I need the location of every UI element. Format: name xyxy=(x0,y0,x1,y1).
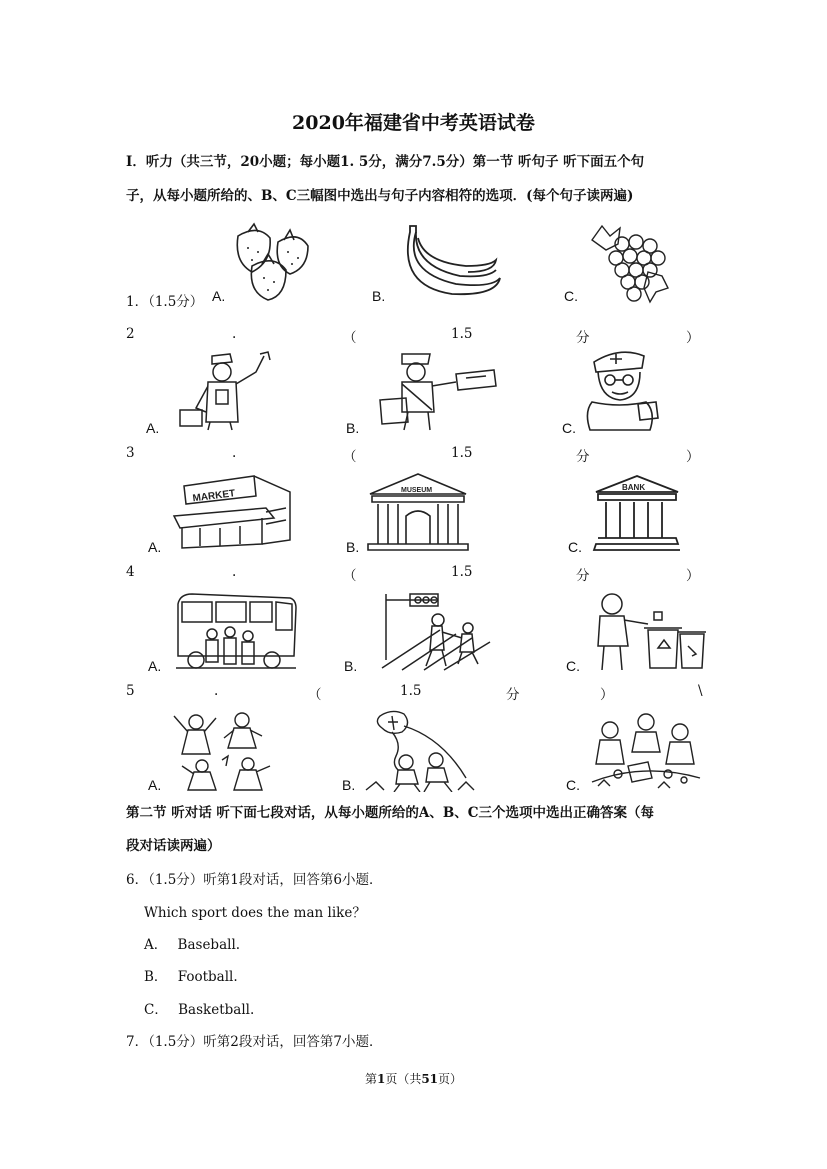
q5-option-a[interactable]: A. xyxy=(148,777,162,793)
question-6-label: 6．（1.5分）听第1段对话，回答第6小题． xyxy=(126,872,383,888)
q6-option-b[interactable] xyxy=(144,965,238,985)
postman-icon xyxy=(372,350,502,432)
question-3-score: 1.5 xyxy=(451,445,473,461)
bus-icon xyxy=(172,590,300,672)
q6-option-b-letter: B． xyxy=(144,969,168,985)
q6-option-b-text: Football. xyxy=(177,969,238,985)
q6-option-a[interactable] xyxy=(144,933,240,953)
section2-line2: 段对话读两遍） xyxy=(126,838,221,854)
footer-mid: 页（共 xyxy=(385,1072,422,1086)
crossing-icon xyxy=(380,590,495,672)
grapes-icon xyxy=(588,222,673,304)
question-2-rparen: ） xyxy=(686,330,700,346)
question-1-label: 1．（1.5分） xyxy=(126,294,204,310)
q2-option-b[interactable]: B. xyxy=(346,420,360,436)
strawberries-icon xyxy=(228,222,313,302)
question-4-rparen: ） xyxy=(686,568,700,584)
question-2-score: 1.5 xyxy=(451,326,473,342)
q3-option-a[interactable]: A. xyxy=(148,539,162,555)
question-4-fen: 分 xyxy=(576,568,590,584)
question-5-fen: 分 xyxy=(506,687,520,703)
question-4-score: 1.5 xyxy=(451,564,473,580)
q2-option-a[interactable]: A. xyxy=(146,420,160,436)
question-4-lparen: （ xyxy=(343,568,357,584)
question-4-number: 4 xyxy=(126,564,135,580)
bananas-icon xyxy=(396,222,506,300)
q6-option-c-letter: C． xyxy=(144,1002,168,1018)
question-2-lparen: （ xyxy=(343,330,357,346)
q1-option-b[interactable]: B. xyxy=(372,288,386,304)
question-5-score: 1.5 xyxy=(400,683,422,699)
footer-total-pages: 51 xyxy=(421,1072,439,1086)
question-7-label: 7．（1.5分）听第2段对话，回答第7小题． xyxy=(126,1034,383,1050)
question-3-lparen: （ xyxy=(343,449,357,465)
question-3-rparen: ） xyxy=(686,449,700,465)
q4-option-b[interactable]: B. xyxy=(344,658,358,674)
page-title: 2020年福建省中考英语试卷 xyxy=(292,112,535,134)
q5-option-c[interactable]: C. xyxy=(566,777,580,793)
question-6-text: Which sport does the man like？ xyxy=(144,905,366,921)
footer-page-number: 1 xyxy=(376,1072,386,1086)
question-5-dot: . xyxy=(214,683,219,699)
q3-option-b[interactable]: B. xyxy=(346,539,360,555)
worker-icon xyxy=(172,350,287,432)
page-footer xyxy=(0,1070,827,1087)
question-4-dot: . xyxy=(232,564,237,580)
q6-option-a-letter: A． xyxy=(144,937,168,953)
kite-icon xyxy=(362,708,477,792)
footer-post: 页） xyxy=(438,1072,463,1086)
q3-option-c[interactable]: C. xyxy=(568,539,582,555)
q1-option-a[interactable]: A. xyxy=(212,288,226,304)
question-3-fen: 分 xyxy=(576,449,590,465)
question-3-dot: . xyxy=(232,445,237,461)
market-icon xyxy=(170,472,295,552)
picnic-icon xyxy=(588,708,703,792)
q4-option-a[interactable]: A. xyxy=(148,658,162,674)
recycling-icon xyxy=(592,590,707,672)
bank-icon xyxy=(590,472,685,552)
q6-option-c-text: Basketball. xyxy=(178,1002,255,1018)
question-3-number: 3 xyxy=(126,445,135,461)
market-sign: MARKET xyxy=(191,488,236,505)
question-5-number: 5 xyxy=(126,683,135,699)
q6-option-c[interactable] xyxy=(144,998,254,1018)
section1-line1: Ⅰ．听力（共三节，20小题；每小题1. 5分，满分7.5分）第一节 听句子 听下面五个句 xyxy=(126,154,645,170)
section1-line2: 子，从每小题所给的、B、C三幅图中选出与句子内容相符的选项．(每个句子读两遍) xyxy=(126,188,634,204)
question-5-rparen: ） xyxy=(600,687,614,703)
question-5-lparen: （ xyxy=(308,687,322,703)
museum-icon xyxy=(366,472,471,552)
question-5-backslash: \ xyxy=(698,683,703,699)
museum-sign: MUSEUM xyxy=(401,487,433,494)
q1-option-c[interactable]: C. xyxy=(564,288,578,304)
footer-pre: 第 xyxy=(364,1072,377,1086)
q2-option-c[interactable]: C. xyxy=(562,420,576,436)
question-2-dot: . xyxy=(232,326,237,342)
doctor-icon xyxy=(580,346,665,432)
q4-option-c[interactable]: C. xyxy=(566,658,580,674)
question-2-fen: 分 xyxy=(576,330,590,346)
q6-option-a-text: Baseball. xyxy=(177,937,241,953)
q5-option-b[interactable]: B. xyxy=(342,777,356,793)
question-2-number: 2 xyxy=(126,326,135,342)
bank-sign: BANK xyxy=(622,483,646,492)
dancing-icon xyxy=(166,708,276,792)
section2-line1: 第二节 听对话 听下面七段对话，从每小题所给的A、B、C三个选项中选出正确答案（每 xyxy=(126,805,655,821)
